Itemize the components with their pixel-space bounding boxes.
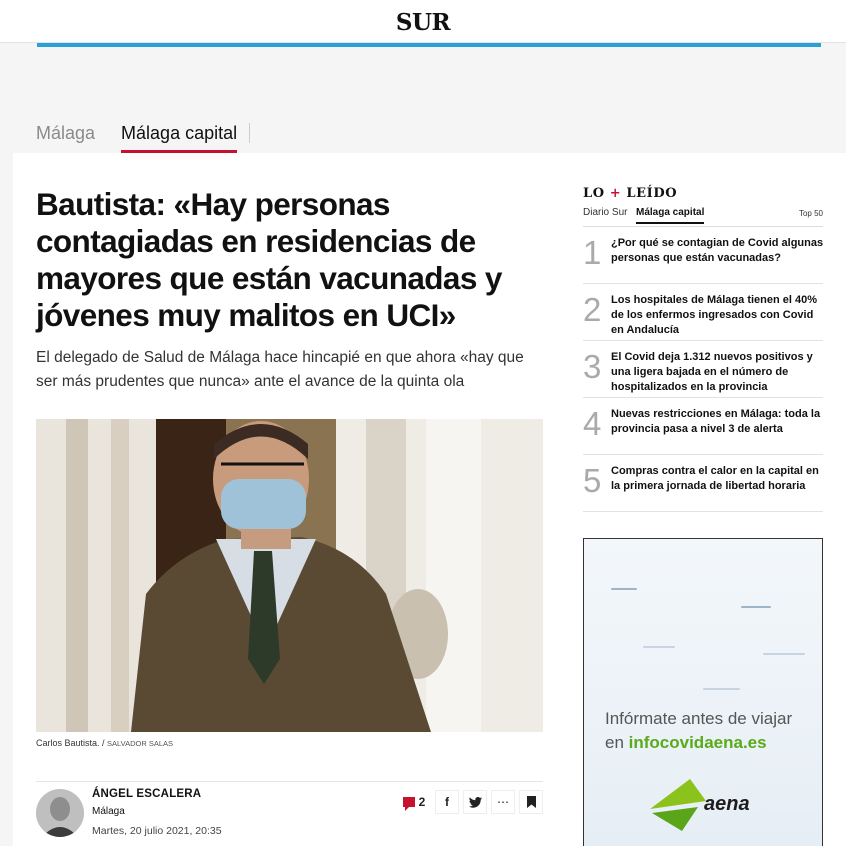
ad-clouds-illustration <box>584 539 823 699</box>
ad-line-2 <box>605 731 792 755</box>
advertisement-banner[interactable] <box>583 538 823 846</box>
most-read-item[interactable] <box>583 398 823 455</box>
twitter-share-button[interactable] <box>463 790 487 814</box>
rank-number: 5 <box>583 462 602 499</box>
aena-logo-icon <box>650 779 706 831</box>
most-read-title <box>583 186 823 201</box>
publish-date: Martes, 20 julio 2021, 20:35 <box>92 825 222 837</box>
tab-top-50[interactable]: Top 50 <box>798 209 823 218</box>
article-subhead: El delegado de Salud de Málaga hace hincapié en que ahora «hay que ser más prudentes que nunca» ante el avance de la quinta ola <box>36 349 524 390</box>
caption-text: Carlos Bautista. / <box>36 738 105 748</box>
header-rule <box>37 43 821 47</box>
comment-count: 2 <box>418 795 426 809</box>
ad-line-2-prefix: en <box>605 733 629 752</box>
ad-copy <box>605 707 792 755</box>
most-read-item[interactable] <box>583 284 823 341</box>
rank-headline[interactable]: El Covid deja 1.312 nuevos positivos y una ligera bajada en el número de hospitalizados en la provincia <box>611 351 813 393</box>
more-options-button[interactable] <box>491 790 515 814</box>
comment-icon <box>403 797 415 807</box>
share-toolbar <box>397 790 543 814</box>
most-read-title-a: LO <box>583 186 610 201</box>
tab-malaga-capital[interactable]: Málaga capital <box>636 207 704 224</box>
facebook-icon: f <box>445 795 449 809</box>
most-read-title-b: LEÍDO <box>621 186 678 201</box>
rank-number: 4 <box>583 405 602 442</box>
twitter-icon <box>469 797 482 808</box>
section-divider <box>249 123 250 143</box>
most-read-plus: + <box>609 186 622 201</box>
most-read-panel <box>583 186 823 512</box>
bookmark-button[interactable] <box>519 790 543 814</box>
rank-headline[interactable]: Nuevas restricciones en Málaga: toda la provincia pasa a nivel 3 de alerta <box>611 408 821 435</box>
article-photo[interactable] <box>36 419 543 732</box>
aena-logo-word: aena <box>704 793 750 815</box>
most-read-tabs <box>583 205 823 227</box>
article-byline <box>36 781 543 846</box>
section-link-malaga-capital[interactable]: Málaga capital <box>121 123 237 153</box>
rank-headline[interactable]: Compras contra el calor en la capital en la primera jornada de libertad horaria <box>611 465 819 492</box>
most-read-item[interactable] <box>583 455 823 512</box>
tab-diario-sur[interactable]: Diario Sur <box>583 207 628 218</box>
comments-button[interactable] <box>397 790 431 814</box>
rank-number: 3 <box>583 348 602 385</box>
rank-headline[interactable]: Los hospitales de Málaga tienen el 40% de los enfermos ingresados con Covid en Andalucía <box>611 294 818 336</box>
rank-headline[interactable]: ¿Por qué se contagian de Covid algunas personas que están vacunadas? <box>611 237 824 264</box>
site-logo[interactable]: SUR <box>395 9 451 36</box>
most-read-item[interactable] <box>583 341 823 398</box>
top-bar <box>0 0 846 43</box>
section-link-malaga[interactable]: Málaga <box>36 123 96 143</box>
rank-number: 1 <box>583 234 602 271</box>
rank-number: 2 <box>583 291 602 328</box>
photo-credit: SALVADOR SALAS <box>107 739 174 748</box>
ad-link[interactable]: infocovidaena.es <box>628 733 767 752</box>
more-icon: ⋯ <box>497 795 509 809</box>
section-nav <box>36 123 250 155</box>
most-read-item[interactable] <box>583 227 823 284</box>
photo-caption <box>36 738 173 748</box>
author-avatar[interactable] <box>36 789 84 837</box>
facebook-share-button[interactable] <box>435 790 459 814</box>
author-location: Málaga <box>92 806 125 817</box>
ad-line-1: Infórmate antes de viajar <box>605 709 793 728</box>
article-headline: Bautista: «Hay personas contagiadas en residencias de mayores que están vacunadas y jóvenes muy malitos en UCI» <box>36 186 502 333</box>
bookmark-icon <box>527 796 536 808</box>
author-name[interactable]: ÁNGEL ESCALERA <box>92 788 202 800</box>
